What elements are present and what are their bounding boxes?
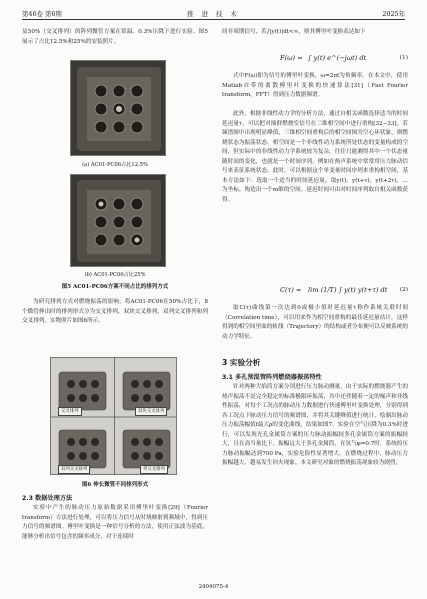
fig6-photo xyxy=(50,357,177,475)
equation-2-lhs: C(τ) = xyxy=(280,286,302,294)
fig5b-image xyxy=(71,175,166,267)
fig5a-photo xyxy=(70,60,166,156)
equation-2-number: (2) xyxy=(399,287,408,293)
section-2-3-title: 2.3 数据处理方法 xyxy=(22,495,73,502)
section-3-1-paragraph: 针对两种大焰筒方案分别进行压力脉动测量，由于实际的燃烧器产生的热声振荡不是完全稳定的标准极限环振荡，其中还伴随着一定的噪声和非线性振荡，对每个工况点的脉动压力数据进行快速傅里叶变换处理，分别得到各工况点下脉动压力信号的频谱图，并将其关键峰值进行统计，绘制出脉动压力振荡幅值f最大ρ的变化曲线，结果如图7。实验在空气压降为0.3%时进行，可以发现光孔金属筒方案的压力脉动振幅较多孔金属筒方案的振幅较大，且在高当量比下，振幅远大于多孔金属筒，在氢气φ=0.7时，系统的压力脉动振幅达到700 Pa，实验危险性显著增大。在燃烧过程中，脉动压力振幅越大，越易发生回火现象。本文研究对象的燃烧振荡现象较为剧烈， xyxy=(222,384,408,467)
section-3-1-title: 3.1 多孔预混管阵列燃烧器振荡特性 xyxy=(222,374,322,381)
section-3-title: 3 实验分析 xyxy=(222,358,261,367)
fig6-caption: 图6 伸长微管不同排列形式 xyxy=(81,482,149,488)
running-header xyxy=(22,8,405,20)
fig6-label-column: 列交叉排列 xyxy=(140,465,168,474)
page-number: 2404075-4 xyxy=(198,584,229,590)
fig6-label-cross: 交叉排列 xyxy=(58,407,82,416)
left-intro-paragraph: 及50%（交叉排列）的阵列微管方案在常温、0.3%压降下进行实验。图5展示了占比12.5%和25%的安装照片。 xyxy=(22,29,208,45)
fig5b-caption: (b) AC01-PC06占比25% xyxy=(84,272,146,278)
fig5b-photo xyxy=(70,174,166,267)
right-paragraph-1: 式中F(ω)即为信号的傅里叶变换，ω=2πf为角频率。在本文中，使用Matlab自带的离散傅里叶变换的快速算法[31]（Fast Fourier transform，FFT）得到压力数据频谱。 xyxy=(222,73,408,99)
issue-info: 第46卷 第6期 xyxy=(22,10,62,18)
right-paragraph-3: 取C(τ)曲线第一次达到0或极小值时延迟量τ称作系统关联时间（Correlation time），可以用来作为相空间重构的最佳延迟量估计。这样得到的相空间里面的轨线（Trajectory）的结构或者分布便可以反映系统的动力学特征。 xyxy=(222,305,408,340)
fig5-caption: 图5 AC01-PC06方案不同占比的排列方式 xyxy=(61,284,169,290)
fig6-image xyxy=(51,358,177,475)
fig5a-caption: (a) AC01-PC06占比12.5% xyxy=(82,162,148,168)
equation-2 xyxy=(222,284,408,300)
right-paragraph-2: 此外，根据非线性动力学的分析方法，通过自相关函数选择适当的时间延迟量τ，可以把对撞群燃烧室信号在三维相空间中进行重构[32−33]。若频谱图中出现明显峰值，三维相空间重构后的相空间图为空心环状象，则燃烧状态为振荡状态。相空间是一个非线性动力系统所处状态的变量构成的空间，但实际中的非线性动力学系统较为复杂，往往只能测得其中一个状态量随时间的变化，也就是一个时间序列，例如在热声系统中常常用压力脉动信号来表征系统状态。此时，可以根据这个单变量时间序列来重构相空间，基本方法如下：选取一个适当的时间延迟量，取y(t)，y(t+τ)，y(t+2τ)，…为坐标，构造出一个m维的空间。延迟时间可由对时间序列取自相关函数获得。 xyxy=(222,111,408,203)
equation-1 xyxy=(222,52,408,68)
equation-1-number: (1) xyxy=(399,55,408,61)
section-2-3-paragraph: 实验中产生的脉动压力原始数据采用傅里叶变换[29]（Fourier transform）方法进行处理，可以将压力信号从时域映射到频域中，得到压力信号的频谱图。傅里叶变换是一种信号分析的方法，使用正弦波为基底，能够分析出信号包含的频率成分，对于连续时 xyxy=(22,505,208,540)
equation-1-lhs: F(ω) = xyxy=(280,54,303,62)
equation-1-rhs: ∫ y(t) e^(−jωt) dt xyxy=(308,54,367,62)
year: 2025年 xyxy=(382,10,405,18)
fig5a-image xyxy=(71,61,166,156)
journal-name: 推 进 技 术 xyxy=(187,10,240,18)
equation-2-rhs: lim (1/T) ∫ y(t) y(t+τ) dt xyxy=(308,286,388,294)
left-arrangement-paragraph: 为研究排列方式对燃烧振荡的影响，将AC01-PC06在50%占比下，8个微管伸出时的排列形式分为交叉排列、双块交叉排列、双列交叉排列和列交叉排列，实物照片如图6所示。 xyxy=(22,299,208,325)
fig6-label-double-column: 双列交叉排列 xyxy=(58,465,90,474)
fig6-label-double-block: 双块交叉排列 xyxy=(135,407,167,416)
right-intro-paragraph: 间非周期信号，若∫|y(t)|dt<∞，则其傅里叶变换表达如下 xyxy=(222,29,366,35)
